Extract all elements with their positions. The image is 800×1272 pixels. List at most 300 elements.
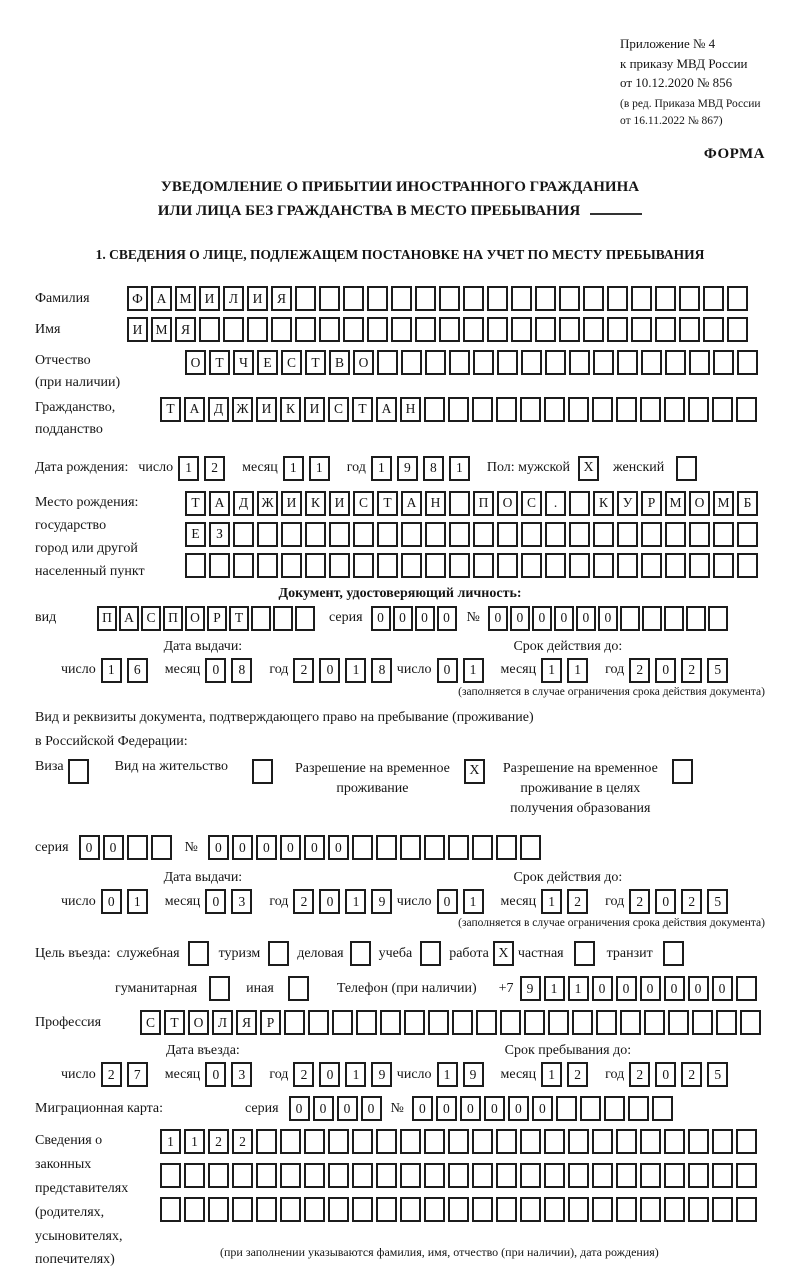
char-cell[interactable] [295, 286, 316, 311]
char-cell[interactable] [545, 522, 566, 547]
char-cell[interactable] [391, 317, 412, 342]
char-cell[interactable] [520, 1163, 541, 1188]
char-cell[interactable]: 0 [103, 835, 124, 860]
char-cell[interactable]: 0 [328, 835, 349, 860]
char-cell[interactable]: С [353, 491, 374, 516]
char-cell[interactable] [712, 1163, 733, 1188]
char-cell[interactable] [496, 1197, 517, 1222]
char-cell[interactable] [233, 522, 254, 547]
char-cell[interactable] [247, 317, 268, 342]
char-cell[interactable] [569, 350, 590, 375]
char-cell[interactable] [620, 1010, 641, 1035]
char-cell[interactable] [593, 553, 614, 578]
char-cell[interactable] [476, 1010, 497, 1035]
char-cell[interactable]: С [328, 397, 349, 422]
char-cell[interactable] [535, 286, 556, 311]
char-cell[interactable] [640, 397, 661, 422]
char-cell[interactable] [689, 553, 710, 578]
char-cell[interactable] [556, 1096, 577, 1121]
char-cell[interactable] [449, 553, 470, 578]
char-cell[interactable] [199, 317, 220, 342]
char-cell[interactable]: О [497, 491, 518, 516]
char-cell[interactable] [641, 350, 662, 375]
purpose-tourism-checkbox[interactable] [268, 941, 289, 966]
char-cell[interactable]: М [713, 491, 734, 516]
char-cell[interactable] [628, 1096, 649, 1121]
char-cell[interactable] [713, 553, 734, 578]
char-cell[interactable] [736, 976, 757, 1001]
char-cell[interactable] [616, 397, 637, 422]
char-cell[interactable]: О [689, 491, 710, 516]
char-cell[interactable]: 2 [293, 889, 314, 914]
char-cell[interactable] [727, 317, 748, 342]
char-cell[interactable] [295, 317, 316, 342]
char-cell[interactable]: Л [223, 286, 244, 311]
char-cell[interactable]: К [593, 491, 614, 516]
char-cell[interactable]: 2 [629, 1062, 650, 1087]
char-cell[interactable] [664, 397, 685, 422]
char-cell[interactable] [665, 553, 686, 578]
char-cell[interactable]: 0 [655, 658, 676, 683]
char-cell[interactable]: 0 [436, 1096, 457, 1121]
char-cell[interactable]: 0 [655, 889, 676, 914]
char-cell[interactable] [712, 1197, 733, 1222]
char-cell[interactable]: Т [160, 397, 181, 422]
char-cell[interactable] [256, 1129, 277, 1154]
char-cell[interactable]: 1 [184, 1129, 205, 1154]
char-cell[interactable]: 1 [345, 658, 366, 683]
char-cell[interactable]: 2 [681, 889, 702, 914]
char-cell[interactable] [448, 1197, 469, 1222]
char-cell[interactable] [572, 1010, 593, 1035]
char-cell[interactable] [737, 553, 758, 578]
char-cell[interactable] [463, 317, 484, 342]
char-cell[interactable] [425, 522, 446, 547]
char-cell[interactable] [596, 1010, 617, 1035]
char-cell[interactable] [448, 1129, 469, 1154]
char-cell[interactable] [616, 1197, 637, 1222]
char-cell[interactable] [524, 1010, 545, 1035]
char-cell[interactable] [616, 1129, 637, 1154]
char-cell[interactable] [679, 286, 700, 311]
char-cell[interactable] [257, 522, 278, 547]
char-cell[interactable]: А [376, 397, 397, 422]
char-cell[interactable]: Ж [257, 491, 278, 516]
char-cell[interactable] [380, 1010, 401, 1035]
char-cell[interactable]: 2 [293, 1062, 314, 1087]
purpose-study-checkbox[interactable] [420, 941, 441, 966]
char-cell[interactable] [616, 1163, 637, 1188]
char-cell[interactable] [448, 397, 469, 422]
char-cell[interactable] [400, 835, 421, 860]
char-cell[interactable]: 0 [598, 606, 618, 631]
char-cell[interactable] [568, 397, 589, 422]
char-cell[interactable] [655, 317, 676, 342]
char-cell[interactable] [521, 350, 542, 375]
char-cell[interactable] [391, 286, 412, 311]
char-cell[interactable]: 0 [101, 889, 122, 914]
char-cell[interactable] [232, 1197, 253, 1222]
char-cell[interactable]: 0 [508, 1096, 529, 1121]
char-cell[interactable] [353, 553, 374, 578]
char-cell[interactable] [679, 317, 700, 342]
rvp-checkbox[interactable]: X [464, 759, 485, 784]
char-cell[interactable]: 0 [256, 835, 277, 860]
char-cell[interactable] [184, 1197, 205, 1222]
char-cell[interactable]: 2 [101, 1062, 122, 1087]
char-cell[interactable] [688, 1129, 709, 1154]
char-cell[interactable] [352, 1197, 373, 1222]
char-cell[interactable] [664, 1163, 685, 1188]
char-cell[interactable]: 1 [283, 456, 304, 481]
char-cell[interactable]: С [281, 350, 302, 375]
char-cell[interactable] [736, 397, 757, 422]
char-cell[interactable]: 1 [437, 1062, 458, 1087]
char-cell[interactable] [713, 522, 734, 547]
char-cell[interactable]: Р [207, 606, 227, 631]
char-cell[interactable]: И [127, 317, 148, 342]
char-cell[interactable] [642, 606, 662, 631]
char-cell[interactable]: 1 [463, 889, 484, 914]
char-cell[interactable] [592, 1163, 613, 1188]
purpose-private-checkbox[interactable] [574, 941, 595, 966]
char-cell[interactable] [319, 286, 340, 311]
char-cell[interactable] [473, 522, 494, 547]
char-cell[interactable]: 8 [371, 658, 392, 683]
char-cell[interactable] [280, 1197, 301, 1222]
char-cell[interactable]: 0 [232, 835, 253, 860]
char-cell[interactable] [686, 606, 706, 631]
purpose-humanitarian-checkbox[interactable] [209, 976, 230, 1001]
char-cell[interactable] [568, 1163, 589, 1188]
char-cell[interactable] [607, 317, 628, 342]
char-cell[interactable]: 0 [319, 658, 340, 683]
char-cell[interactable] [688, 1197, 709, 1222]
char-cell[interactable] [401, 553, 422, 578]
char-cell[interactable] [592, 1129, 613, 1154]
char-cell[interactable]: 0 [532, 1096, 553, 1121]
char-cell[interactable] [521, 522, 542, 547]
char-cell[interactable]: 0 [488, 606, 508, 631]
char-cell[interactable] [415, 317, 436, 342]
char-cell[interactable] [329, 553, 350, 578]
char-cell[interactable] [520, 1197, 541, 1222]
char-cell[interactable]: К [280, 397, 301, 422]
char-cell[interactable]: 1 [371, 456, 392, 481]
char-cell[interactable] [712, 1129, 733, 1154]
char-cell[interactable] [496, 1129, 517, 1154]
char-cell[interactable] [559, 286, 580, 311]
char-cell[interactable] [703, 286, 724, 311]
char-cell[interactable] [328, 1197, 349, 1222]
char-cell[interactable]: 0 [208, 835, 229, 860]
char-cell[interactable]: У [617, 491, 638, 516]
char-cell[interactable]: 0 [337, 1096, 358, 1121]
char-cell[interactable] [737, 522, 758, 547]
char-cell[interactable]: Я [271, 286, 292, 311]
char-cell[interactable]: О [185, 606, 205, 631]
char-cell[interactable] [376, 1197, 397, 1222]
char-cell[interactable]: М [151, 317, 172, 342]
char-cell[interactable]: Я [175, 317, 196, 342]
char-cell[interactable]: 0 [415, 606, 435, 631]
char-cell[interactable] [377, 350, 398, 375]
char-cell[interactable]: 0 [640, 976, 661, 1001]
char-cell[interactable]: 5 [707, 1062, 728, 1087]
char-cell[interactable]: 0 [437, 658, 458, 683]
char-cell[interactable] [208, 1163, 229, 1188]
char-cell[interactable]: А [151, 286, 172, 311]
char-cell[interactable] [640, 1197, 661, 1222]
char-cell[interactable] [487, 317, 508, 342]
char-cell[interactable] [439, 317, 460, 342]
blank-underline[interactable] [590, 200, 642, 216]
char-cell[interactable] [607, 286, 628, 311]
char-cell[interactable] [376, 835, 397, 860]
char-cell[interactable] [641, 553, 662, 578]
purpose-other-checkbox[interactable] [288, 976, 309, 1001]
char-cell[interactable]: 2 [681, 1062, 702, 1087]
char-cell[interactable]: Т [352, 397, 373, 422]
char-cell[interactable] [736, 1197, 757, 1222]
char-cell[interactable] [308, 1010, 329, 1035]
char-cell[interactable] [712, 397, 733, 422]
visa-checkbox[interactable] [68, 759, 89, 784]
char-cell[interactable] [449, 350, 470, 375]
char-cell[interactable]: 0 [313, 1096, 334, 1121]
char-cell[interactable] [631, 317, 652, 342]
char-cell[interactable]: 9 [371, 1062, 392, 1087]
char-cell[interactable]: 1 [309, 456, 330, 481]
char-cell[interactable] [448, 835, 469, 860]
char-cell[interactable] [281, 522, 302, 547]
char-cell[interactable]: 1 [345, 1062, 366, 1087]
char-cell[interactable]: А [184, 397, 205, 422]
char-cell[interactable] [736, 1129, 757, 1154]
char-cell[interactable] [568, 1197, 589, 1222]
char-cell[interactable]: 2 [208, 1129, 229, 1154]
char-cell[interactable] [580, 1096, 601, 1121]
char-cell[interactable]: И [256, 397, 277, 422]
char-cell[interactable]: С [140, 1010, 161, 1035]
char-cell[interactable]: 2 [567, 1062, 588, 1087]
char-cell[interactable] [631, 286, 652, 311]
char-cell[interactable] [367, 286, 388, 311]
char-cell[interactable] [689, 522, 710, 547]
char-cell[interactable] [352, 1129, 373, 1154]
char-cell[interactable] [343, 286, 364, 311]
char-cell[interactable] [544, 1163, 565, 1188]
char-cell[interactable] [559, 317, 580, 342]
char-cell[interactable] [332, 1010, 353, 1035]
char-cell[interactable]: 0 [289, 1096, 310, 1121]
char-cell[interactable]: 0 [460, 1096, 481, 1121]
char-cell[interactable] [544, 397, 565, 422]
char-cell[interactable]: 3 [231, 889, 252, 914]
char-cell[interactable] [352, 835, 373, 860]
char-cell[interactable]: Я [236, 1010, 257, 1035]
char-cell[interactable]: 0 [371, 606, 391, 631]
char-cell[interactable]: 1 [345, 889, 366, 914]
char-cell[interactable] [472, 397, 493, 422]
char-cell[interactable] [449, 491, 470, 516]
char-cell[interactable]: С [521, 491, 542, 516]
gender-male-checkbox[interactable]: X [578, 456, 599, 481]
char-cell[interactable]: М [665, 491, 686, 516]
char-cell[interactable] [665, 522, 686, 547]
char-cell[interactable] [424, 1163, 445, 1188]
char-cell[interactable]: 1 [160, 1129, 181, 1154]
char-cell[interactable] [160, 1197, 181, 1222]
char-cell[interactable] [329, 522, 350, 547]
char-cell[interactable]: П [97, 606, 117, 631]
char-cell[interactable]: С [141, 606, 161, 631]
char-cell[interactable] [271, 317, 292, 342]
char-cell[interactable]: 9 [520, 976, 541, 1001]
char-cell[interactable] [328, 1163, 349, 1188]
char-cell[interactable] [273, 606, 293, 631]
char-cell[interactable] [424, 397, 445, 422]
char-cell[interactable] [692, 1010, 713, 1035]
char-cell[interactable] [665, 350, 686, 375]
char-cell[interactable]: 0 [79, 835, 100, 860]
char-cell[interactable] [208, 1197, 229, 1222]
char-cell[interactable] [497, 350, 518, 375]
char-cell[interactable]: 2 [629, 889, 650, 914]
char-cell[interactable]: 1 [127, 889, 148, 914]
char-cell[interactable] [583, 286, 604, 311]
char-cell[interactable] [617, 553, 638, 578]
char-cell[interactable]: А [401, 491, 422, 516]
char-cell[interactable]: Л [212, 1010, 233, 1035]
char-cell[interactable] [415, 286, 436, 311]
char-cell[interactable]: 1 [541, 889, 562, 914]
rvp-education-checkbox[interactable] [672, 759, 693, 784]
char-cell[interactable] [664, 606, 684, 631]
char-cell[interactable] [644, 1010, 665, 1035]
char-cell[interactable] [569, 553, 590, 578]
char-cell[interactable] [520, 397, 541, 422]
char-cell[interactable] [545, 553, 566, 578]
char-cell[interactable]: 3 [231, 1062, 252, 1087]
char-cell[interactable]: 0 [319, 1062, 340, 1087]
char-cell[interactable] [592, 1197, 613, 1222]
char-cell[interactable] [424, 835, 445, 860]
char-cell[interactable] [583, 317, 604, 342]
char-cell[interactable]: П [473, 491, 494, 516]
char-cell[interactable]: 0 [361, 1096, 382, 1121]
char-cell[interactable] [356, 1010, 377, 1035]
char-cell[interactable]: Р [641, 491, 662, 516]
char-cell[interactable] [256, 1197, 277, 1222]
char-cell[interactable] [424, 1129, 445, 1154]
char-cell[interactable] [425, 553, 446, 578]
char-cell[interactable]: 1 [463, 658, 484, 683]
char-cell[interactable]: Ж [232, 397, 253, 422]
char-cell[interactable]: О [188, 1010, 209, 1035]
char-cell[interactable] [617, 350, 638, 375]
char-cell[interactable] [343, 317, 364, 342]
char-cell[interactable] [209, 553, 230, 578]
char-cell[interactable] [232, 1163, 253, 1188]
char-cell[interactable]: Ч [233, 350, 254, 375]
char-cell[interactable] [319, 317, 340, 342]
char-cell[interactable] [535, 317, 556, 342]
char-cell[interactable]: Е [185, 522, 206, 547]
char-cell[interactable]: 0 [484, 1096, 505, 1121]
char-cell[interactable] [376, 1129, 397, 1154]
char-cell[interactable] [511, 286, 532, 311]
char-cell[interactable]: М [175, 286, 196, 311]
char-cell[interactable]: 9 [371, 889, 392, 914]
char-cell[interactable] [472, 1129, 493, 1154]
char-cell[interactable]: 0 [554, 606, 574, 631]
char-cell[interactable] [688, 397, 709, 422]
char-cell[interactable] [472, 1197, 493, 1222]
char-cell[interactable]: 2 [567, 889, 588, 914]
char-cell[interactable] [668, 1010, 689, 1035]
char-cell[interactable] [737, 350, 758, 375]
char-cell[interactable]: Д [208, 397, 229, 422]
char-cell[interactable]: 7 [127, 1062, 148, 1087]
char-cell[interactable] [424, 1197, 445, 1222]
char-cell[interactable] [544, 1197, 565, 1222]
char-cell[interactable]: 0 [205, 889, 226, 914]
purpose-work-checkbox[interactable]: X [493, 941, 514, 966]
char-cell[interactable]: Т [377, 491, 398, 516]
char-cell[interactable] [127, 835, 148, 860]
purpose-business-checkbox[interactable] [350, 941, 371, 966]
char-cell[interactable] [655, 286, 676, 311]
char-cell[interactable] [473, 350, 494, 375]
char-cell[interactable]: Т [185, 491, 206, 516]
char-cell[interactable] [463, 286, 484, 311]
char-cell[interactable]: 2 [629, 658, 650, 683]
char-cell[interactable]: . [545, 491, 566, 516]
residence-permit-checkbox[interactable] [252, 759, 273, 784]
char-cell[interactable] [352, 1163, 373, 1188]
char-cell[interactable]: 0 [655, 1062, 676, 1087]
char-cell[interactable]: 5 [707, 889, 728, 914]
char-cell[interactable] [520, 1129, 541, 1154]
char-cell[interactable] [233, 553, 254, 578]
char-cell[interactable]: 0 [688, 976, 709, 1001]
char-cell[interactable]: 8 [423, 456, 444, 481]
char-cell[interactable]: 0 [532, 606, 552, 631]
char-cell[interactable]: 1 [101, 658, 122, 683]
char-cell[interactable] [400, 1129, 421, 1154]
char-cell[interactable]: 1 [567, 658, 588, 683]
char-cell[interactable]: П [163, 606, 183, 631]
char-cell[interactable]: 0 [616, 976, 637, 1001]
char-cell[interactable]: 0 [319, 889, 340, 914]
char-cell[interactable] [496, 1163, 517, 1188]
char-cell[interactable]: И [199, 286, 220, 311]
char-cell[interactable]: 0 [205, 658, 226, 683]
char-cell[interactable]: 0 [437, 889, 458, 914]
char-cell[interactable] [736, 1163, 757, 1188]
char-cell[interactable] [620, 606, 640, 631]
gender-female-checkbox[interactable] [676, 456, 697, 481]
char-cell[interactable] [472, 835, 493, 860]
char-cell[interactable] [251, 606, 271, 631]
char-cell[interactable]: 0 [510, 606, 530, 631]
char-cell[interactable]: Н [400, 397, 421, 422]
char-cell[interactable] [500, 1010, 521, 1035]
char-cell[interactable] [664, 1197, 685, 1222]
char-cell[interactable] [497, 553, 518, 578]
char-cell[interactable] [400, 1163, 421, 1188]
